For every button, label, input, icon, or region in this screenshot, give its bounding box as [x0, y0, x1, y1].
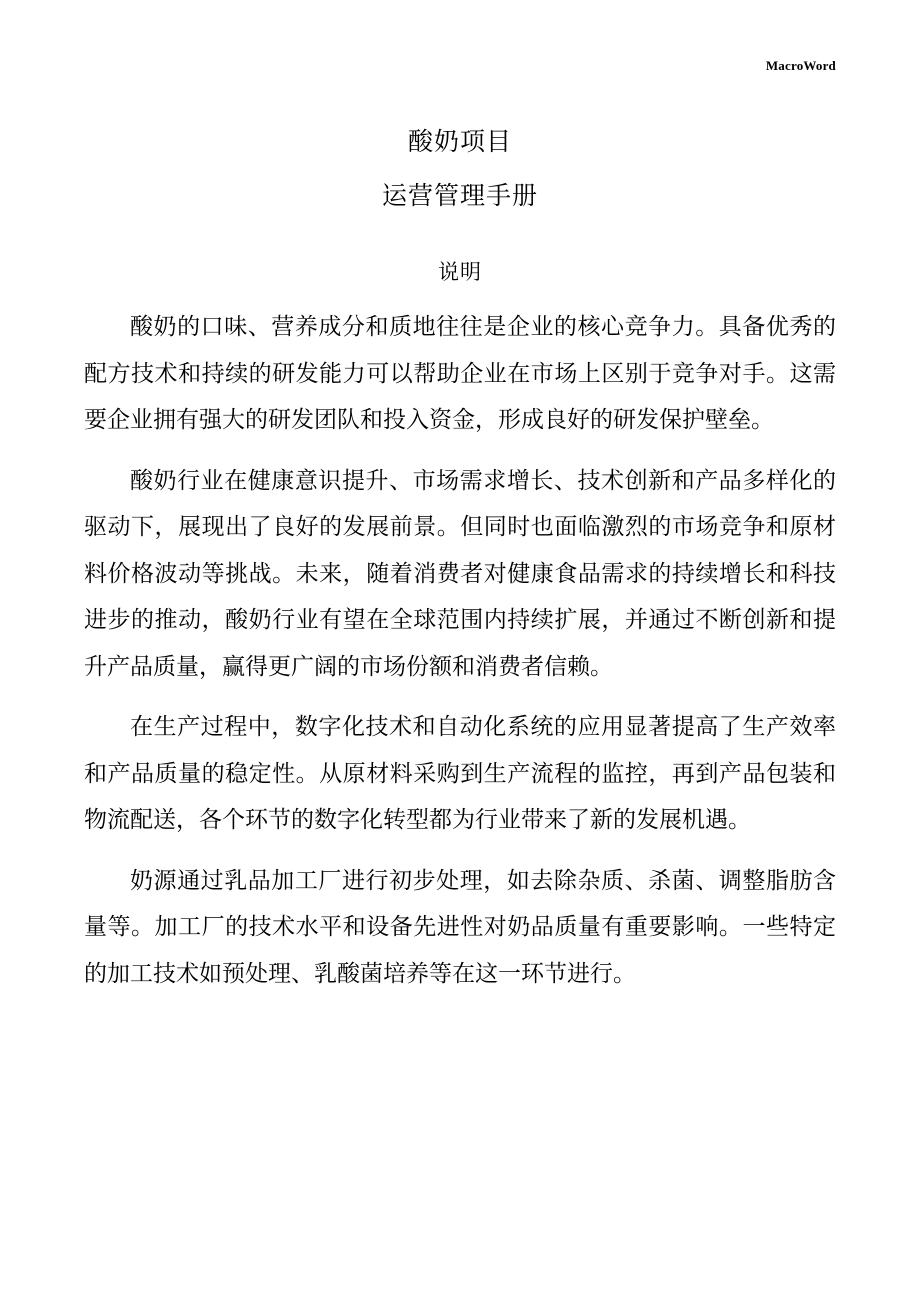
- paragraph: 在生产过程中，数字化技术和自动化系统的应用显著提高了生产效率和产品质量的稳定性。从原材料采购到生产流程的监控，再到产品包装和物流配送，各个环节的数字化转型都为行业带来了新的发展机遇。: [84, 714, 836, 833]
- document-subtitle: 运营管理手册: [381, 181, 538, 210]
- paragraph: 奶源通过乳品加工厂进行初步处理，如去除杂质、杀菌、调整脂肪含量等。加工厂的技术水平和设备先进性对奶品质量有重要影响。一些特定的加工技术如预处理、乳酸菌培养等在这一环节进行。: [84, 867, 836, 987]
- paragraph: 酸奶行业在健康意识提升、市场需求增长、技术创新和产品多样化的驱动下，展现出了良好的发展前景。但同时也面临激烈的市场竞争和原材料价格波动等挑战。未来，随着消费者对健康食品需求的持续增长和科技进步的推动，酸奶行业有望在全球范围内持续扩展，并通过不断创新和提升产品质量，赢得更广阔的市场份额和消费者信赖。: [84, 467, 836, 680]
- header-brand: MacroWord: [765, 58, 836, 73]
- paragraph: 酸奶的口味、营养成分和质地往往是企业的核心竞争力。具备优秀的配方技术和持续的研发能力可以帮助企业在市场上区别于竞争对手。这需要企业拥有强大的研发团队和投入资金，形成良好的研发保护壁垒。: [84, 314, 836, 433]
- document-title: 酸奶项目: [407, 127, 512, 156]
- document-body: [84, 304, 836, 1011]
- section-heading: 说明: [438, 260, 482, 284]
